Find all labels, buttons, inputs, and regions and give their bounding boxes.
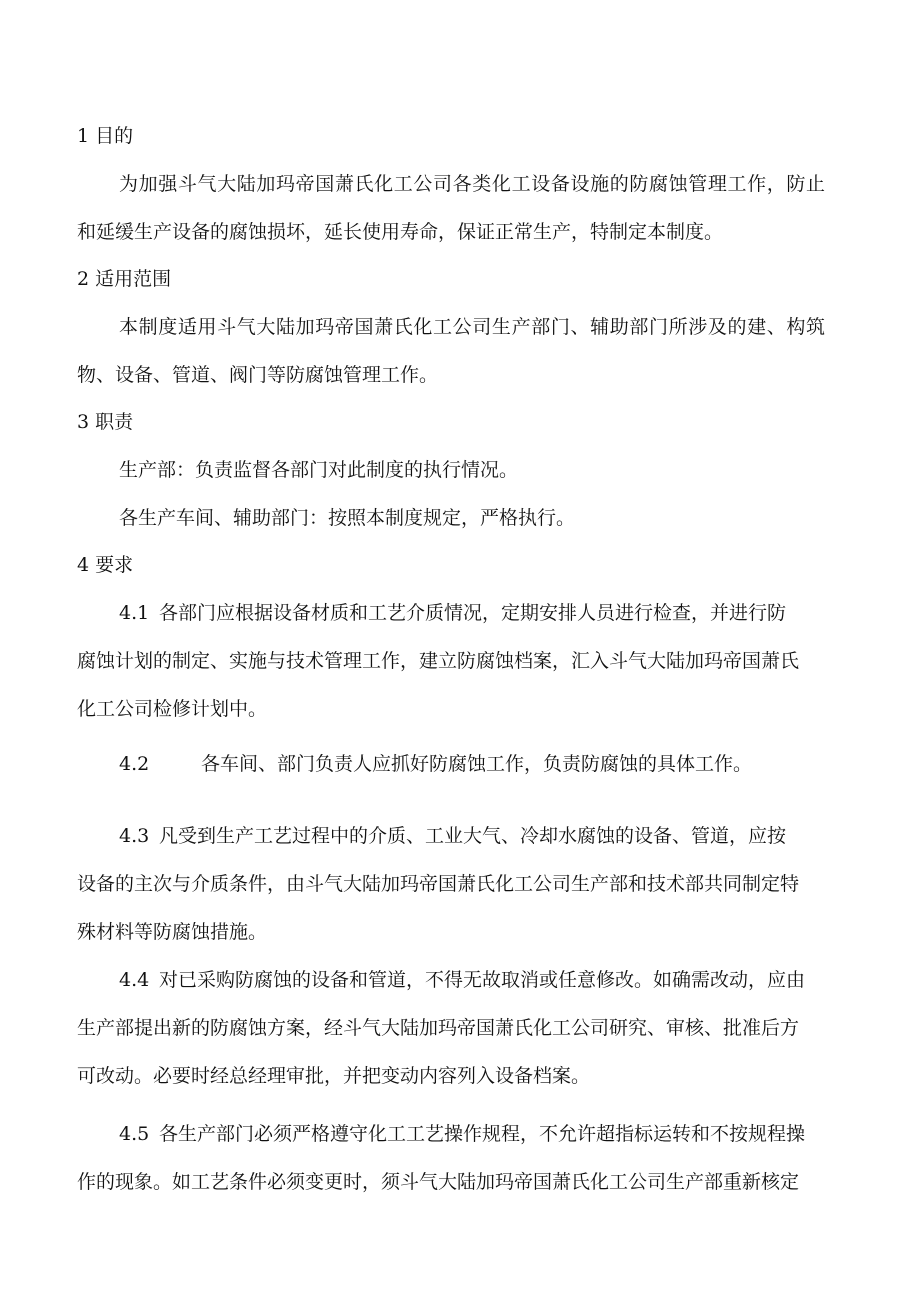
item-4-1-text: 各部门应根据设备材质和工艺介质情况，定期安排人员进行检查，并进行防 <box>159 602 787 624</box>
section-1-paragraph-line-2: 和延缓生产设备的腐蚀损坏，延长使用寿命，保证正常生产，特制定本制度。 <box>77 221 724 243</box>
item-4-1-number: 4.1 <box>119 602 150 624</box>
item-4-5-text: 各生产部门必须严格遵守化工工艺操作规程，不允许超指标运转和不按规程操 <box>159 1123 806 1145</box>
section-2-paragraph-line-2: 物、设备、管道、阀门等防腐蚀管理工作。 <box>77 364 439 386</box>
item-4-3-text: 凡受到生产工艺过程中的介质、工业大气、冷却水腐蚀的设备、管道，应按 <box>159 825 787 847</box>
item-4-2-number: 4.2 <box>119 753 150 775</box>
item-4-1-line-2: 腐蚀计划的制定、实施与技术管理工作，建立防腐蚀档案，汇入斗气大陆加玛帝国萧氏 <box>77 650 800 672</box>
section-2-paragraph-line-1: 本制度适用斗气大陆加玛帝国萧氏化工公司生产部门、辅助部门所涉及的建、构筑 <box>119 316 825 338</box>
section-4-heading: 4 要求 <box>77 554 134 576</box>
section-3-heading: 3 职责 <box>77 411 134 433</box>
item-4-4-line-2: 生产部提出新的防腐蚀方案，经斗气大陆加玛帝国萧氏化工公司研究、审核、批准后方 <box>77 1017 800 1039</box>
item-4-1-line-1 <box>0 599 920 627</box>
item-4-3-line-1 <box>0 822 920 850</box>
item-4-1-line-3: 化工公司检修计划中。 <box>77 698 268 720</box>
item-4-2-line-1 <box>0 750 920 778</box>
section-3-paragraph-2: 各生产车间、辅助部门：按照本制度规定，严格执行。 <box>119 507 576 529</box>
item-4-3-line-2: 设备的主次与介质条件，由斗气大陆加玛帝国萧氏化工公司生产部和技术部共同制定特 <box>77 873 800 895</box>
section-3-paragraph-1: 生产部：负责监督各部门对此制度的执行情况。 <box>119 459 519 481</box>
item-4-5-line-1 <box>0 1120 920 1148</box>
section-1-heading: 1 目的 <box>77 125 134 147</box>
item-4-4-line-3: 可改动。必要时经总经理审批，并把变动内容列入设备档案。 <box>77 1065 591 1087</box>
section-1-paragraph-line-1: 为加强斗气大陆加玛帝国萧氏化工公司各类化工设备设施的防腐蚀管理工作，防止 <box>119 173 825 195</box>
item-4-5-number: 4.5 <box>119 1123 150 1145</box>
item-4-5-line-2: 作的现象。如工艺条件必须变更时，须斗气大陆加玛帝国萧氏化工公司生产部重新核定 <box>77 1171 800 1193</box>
item-4-4-line-1 <box>0 966 920 994</box>
item-4-4-text: 对已采购防腐蚀的设备和管道，不得无故取消或任意修改。如确需改动，应由 <box>159 969 806 991</box>
item-4-2-text: 各车间、部门负责人应抓好防腐蚀工作，负责防腐蚀的具体工作。 <box>201 753 753 775</box>
item-4-3-number: 4.3 <box>119 825 150 847</box>
item-4-4-number: 4.4 <box>119 969 150 991</box>
section-2-heading: 2 适用范围 <box>77 268 172 290</box>
item-4-3-line-3: 殊材料等防腐蚀措施。 <box>77 921 268 943</box>
